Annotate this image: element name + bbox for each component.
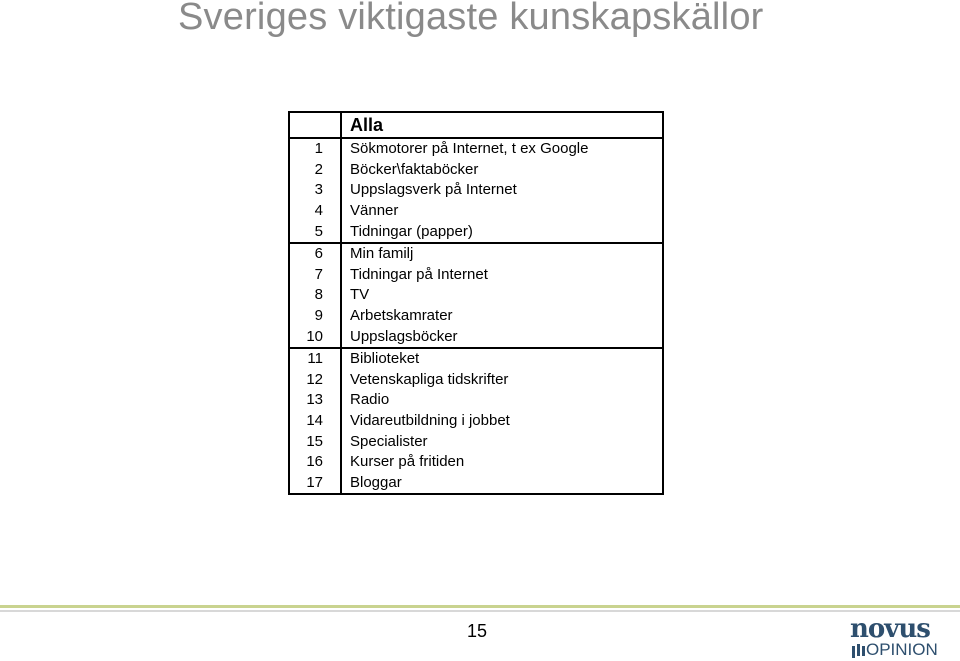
- rank-cell: 4: [289, 201, 341, 222]
- source-cell: Tidningar på Internet: [341, 265, 663, 286]
- source-cell: Uppslagsböcker: [341, 326, 663, 348]
- source-cell: Biblioteket: [341, 348, 663, 370]
- table-body: [289, 138, 663, 494]
- table-row: [289, 390, 663, 411]
- source-cell: Min familj: [341, 243, 663, 265]
- rank-cell: 1: [289, 138, 341, 160]
- table-row: [289, 411, 663, 432]
- table-row: [289, 243, 663, 265]
- logo-bars-icon: [852, 644, 864, 658]
- page-number: 15: [466, 621, 488, 641]
- rank-cell: 5: [289, 221, 341, 243]
- table-row: [289, 201, 663, 222]
- source-cell: Arbetskamrater: [341, 306, 663, 327]
- rank-cell: 11: [289, 348, 341, 370]
- logo-subtitle: OPINION: [866, 640, 938, 659]
- source-cell: Tidningar (papper): [341, 221, 663, 243]
- source-cell: Bloggar: [341, 473, 663, 495]
- source-cell: Vetenskapliga tidskrifter: [341, 370, 663, 391]
- table-row: [289, 473, 663, 495]
- source-cell: Uppslagsverk på Internet: [341, 180, 663, 201]
- novus-opinion-logo: [850, 614, 958, 660]
- rank-cell: 3: [289, 180, 341, 201]
- table-header-row: [289, 112, 663, 138]
- table-row: [289, 180, 663, 201]
- rank-cell: 6: [289, 243, 341, 265]
- table-row: [289, 306, 663, 327]
- rank-cell: 9: [289, 306, 341, 327]
- table-row: [289, 452, 663, 473]
- rank-cell: 13: [289, 390, 341, 411]
- source-cell: Specialister: [341, 431, 663, 452]
- source-cell: Vidareutbildning i jobbet: [341, 411, 663, 432]
- rank-cell: 17: [289, 473, 341, 495]
- table-row: [289, 326, 663, 348]
- slide-title: Sveriges viktigaste kunskapskällor: [178, 0, 764, 38]
- rank-cell: 10: [289, 326, 341, 348]
- table-row: [289, 221, 663, 243]
- table-row: [289, 285, 663, 306]
- table-row: [289, 431, 663, 452]
- table-row: [289, 348, 663, 370]
- rank-cell: 8: [289, 285, 341, 306]
- rank-column-header: [289, 112, 341, 138]
- footer-rule-line: [0, 610, 960, 612]
- table-row: [289, 138, 663, 160]
- source-cell: Sökmotorer på Internet, t ex Google: [341, 138, 663, 160]
- source-column-header: Alla: [341, 112, 663, 138]
- source-cell: Vänner: [341, 201, 663, 222]
- rank-cell: 7: [289, 265, 341, 286]
- ranking-table: [288, 111, 664, 495]
- source-cell: Böcker\faktaböcker: [341, 160, 663, 181]
- table-row: [289, 265, 663, 286]
- source-cell: Kurser på fritiden: [341, 452, 663, 473]
- table-row: [289, 160, 663, 181]
- logo-wordmark: novus: [850, 614, 930, 644]
- footer-accent-line: [0, 605, 960, 608]
- rank-cell: 2: [289, 160, 341, 181]
- rank-cell: 14: [289, 411, 341, 432]
- rank-cell: 12: [289, 370, 341, 391]
- source-cell: Radio: [341, 390, 663, 411]
- rank-cell: 15: [289, 431, 341, 452]
- rank-cell: 16: [289, 452, 341, 473]
- source-cell: TV: [341, 285, 663, 306]
- table-row: [289, 370, 663, 391]
